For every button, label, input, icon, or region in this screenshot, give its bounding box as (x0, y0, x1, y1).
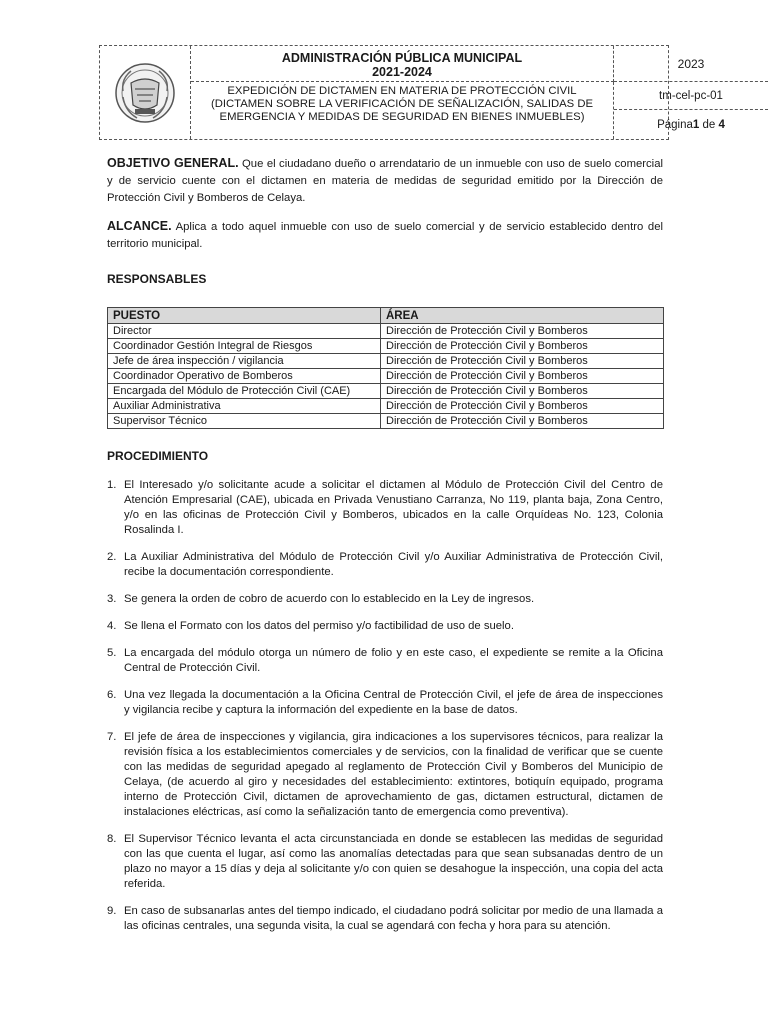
step-number: 1. (107, 479, 117, 491)
list-item (107, 550, 663, 580)
step-number: 4. (107, 620, 117, 632)
list-item (107, 619, 663, 634)
page-of: de (699, 118, 719, 131)
table-row (108, 414, 664, 429)
alcance-text: Aplica a todo aquel inmueble con uso de suelo comercial y de servicio establecido dentro del territorio municipal. (107, 221, 663, 250)
page-current: 1 (692, 118, 700, 131)
step-number: 2. (107, 551, 117, 563)
procedimiento-heading: PROCEDIMIENTO (107, 449, 209, 463)
municipal-seal-icon (113, 61, 177, 125)
document-header (99, 45, 725, 140)
step-number: 3. (107, 593, 117, 605)
objetivo-paragraph (107, 155, 663, 207)
header-organization (191, 46, 614, 82)
table-row (108, 369, 664, 384)
responsables-heading: RESPONSABLES (107, 272, 207, 286)
cell-puesto: Coordinador Gestión Integral de Riesgos (108, 339, 381, 354)
cell-area: Dirección de Protección Civil y Bomberos (381, 414, 664, 429)
step-text: El jefe de área de inspecciones y vigilancia, gira indicaciones a los supervisores técnicos, para realizar la revisión física a los establecimientos comerciales y de servicios, con la finalidad de verificar que se cuente con las medidas de seguridad apegado al reglamento de Protección Civil y Bomberos del Municipio de Celaya, (de acuerdo al giro y necesidades del establecimiento: extintores, botiquín equipado, programa interno de Protección Civil, dictamen de aprovechamiento de gas, dictamen estructural, dictamen de instalaciones eléctricas, así como la señalización tanto de emergencia como preventiva). (124, 731, 663, 818)
cell-area: Dirección de Protección Civil y Bomberos (381, 369, 664, 384)
cell-area: Dirección de Protección Civil y Bomberos (381, 384, 664, 399)
list-item (107, 730, 663, 820)
page-prefix: Página (657, 118, 693, 131)
step-number: 7. (107, 731, 117, 743)
list-item (107, 688, 663, 718)
procedure-steps-list (107, 478, 663, 946)
page-indicator (614, 110, 768, 139)
cell-area: Dirección de Protección Civil y Bomberos (381, 324, 664, 339)
page-total: 4 (718, 118, 725, 131)
step-text: Se llena el Formato con los datos del permiso y/o factibilidad de uso de suelo. (124, 620, 514, 632)
document-code: tm-cel-pc-01 (614, 82, 768, 110)
table-row (108, 384, 664, 399)
step-text: La encargada del módulo otorga un número de folio y en este caso, el expediente se remite a la Oficina Central de Protección Civil. (124, 647, 663, 674)
cell-area: Dirección de Protección Civil y Bomberos (381, 339, 664, 354)
step-number: 8. (107, 833, 117, 845)
list-item (107, 592, 663, 607)
municipal-seal-cell (100, 46, 191, 139)
cell-puesto: Jefe de área inspección / vigilancia (108, 354, 381, 369)
column-header-area: ÁREA (381, 308, 664, 324)
organization-name: ADMINISTRACIÓN PÚBLICA MUNICIPAL (281, 51, 523, 65)
cell-area: Dirección de Protección Civil y Bomberos (381, 354, 664, 369)
step-text: El Supervisor Técnico levanta el acta circunstanciada en donde se establecen las medidas de seguridad con las que cuenta el lugar, así como las anomalías detectadas para que sean subsanadas dentro de un plazo no mayor a 15 días y deja al solicitante y/o con quien se desahogue la inspección, una copia del acta referida. (124, 833, 663, 890)
alcance-paragraph (107, 218, 663, 253)
step-number: 6. (107, 689, 117, 701)
step-text: Una vez llegada la documentación a la Oficina Central de Protección Civil, el jefe de área de inspecciones y vigilancia recibe y captura la información del expediente en la base de datos. (124, 689, 663, 716)
responsables-table (107, 307, 664, 429)
table-row (108, 339, 664, 354)
cell-puesto: Director (108, 324, 381, 339)
table-row (108, 399, 664, 414)
step-text: La Auxiliar Administrativa del Módulo de Protección Civil y/o Auxiliar Administrativa de Protección Civil, recibe la documentación correspondiente. (124, 551, 663, 578)
cell-puesto: Auxiliar Administrativa (108, 399, 381, 414)
step-number: 5. (107, 647, 117, 659)
cell-puesto: Encargada del Módulo de Protección Civil (CAE) (108, 384, 381, 399)
document-year: 2023 (614, 46, 768, 82)
alcance-label: ALCANCE. (107, 219, 172, 233)
list-item (107, 478, 663, 538)
column-header-puesto: PUESTO (108, 308, 381, 324)
objetivo-text: Que el ciudadano dueño o arrendatario de un inmueble con uso de suelo comercial y de servicio cuente con el dictamen en materia de medidas de seguridad emitido por la Dirección de Protección Civil y Bomberos de Celaya. (107, 158, 663, 204)
table-row (108, 354, 664, 369)
list-item (107, 904, 663, 934)
procedure-title: EXPEDICIÓN DE DICTAMEN EN MATERIA DE PROTECCIÓN CIVIL (DICTAMEN SOBRE LA VERIFICACIÓN DE SEÑALIZACIÓN, SALIDAS DE EMERGENCIA Y MEDIDAS DE SEGURIDAD EN BIENES INMUEBLES) (191, 82, 614, 139)
table-row (108, 324, 664, 339)
list-item (107, 646, 663, 676)
cell-puesto: Supervisor Técnico (108, 414, 381, 429)
administration-period: 2021-2024 (372, 65, 432, 79)
table-header-row (108, 308, 664, 324)
list-item (107, 832, 663, 892)
step-text: Se genera la orden de cobro de acuerdo con lo establecido en la Ley de ingresos. (124, 593, 535, 605)
step-number: 9. (107, 905, 117, 917)
cell-area: Dirección de Protección Civil y Bomberos (381, 399, 664, 414)
step-text: En caso de subsanarlas antes del tiempo indicado, el ciudadano podrá solicitar por medio de una llamada a las oficinas centrales, una segunda visita, la cual se agendará con fecha y hora para su atención. (124, 905, 663, 932)
objetivo-label: OBJETIVO GENERAL. (107, 156, 239, 170)
step-text: El Interesado y/o solicitante acude a solicitar el dictamen al Módulo de Protección Civil del Centro de Atención Empresarial (CAE), ubicada en Privada Venustiano Carranza, No 119, planta baja, Zona Centro, y/o en las oficinas de Protección Civil y Bomberos, ubicados en la calle Orquídeas No. 123, Colonia Rosalinda I. (124, 479, 663, 536)
cell-puesto: Coordinador Operativo de Bomberos (108, 369, 381, 384)
